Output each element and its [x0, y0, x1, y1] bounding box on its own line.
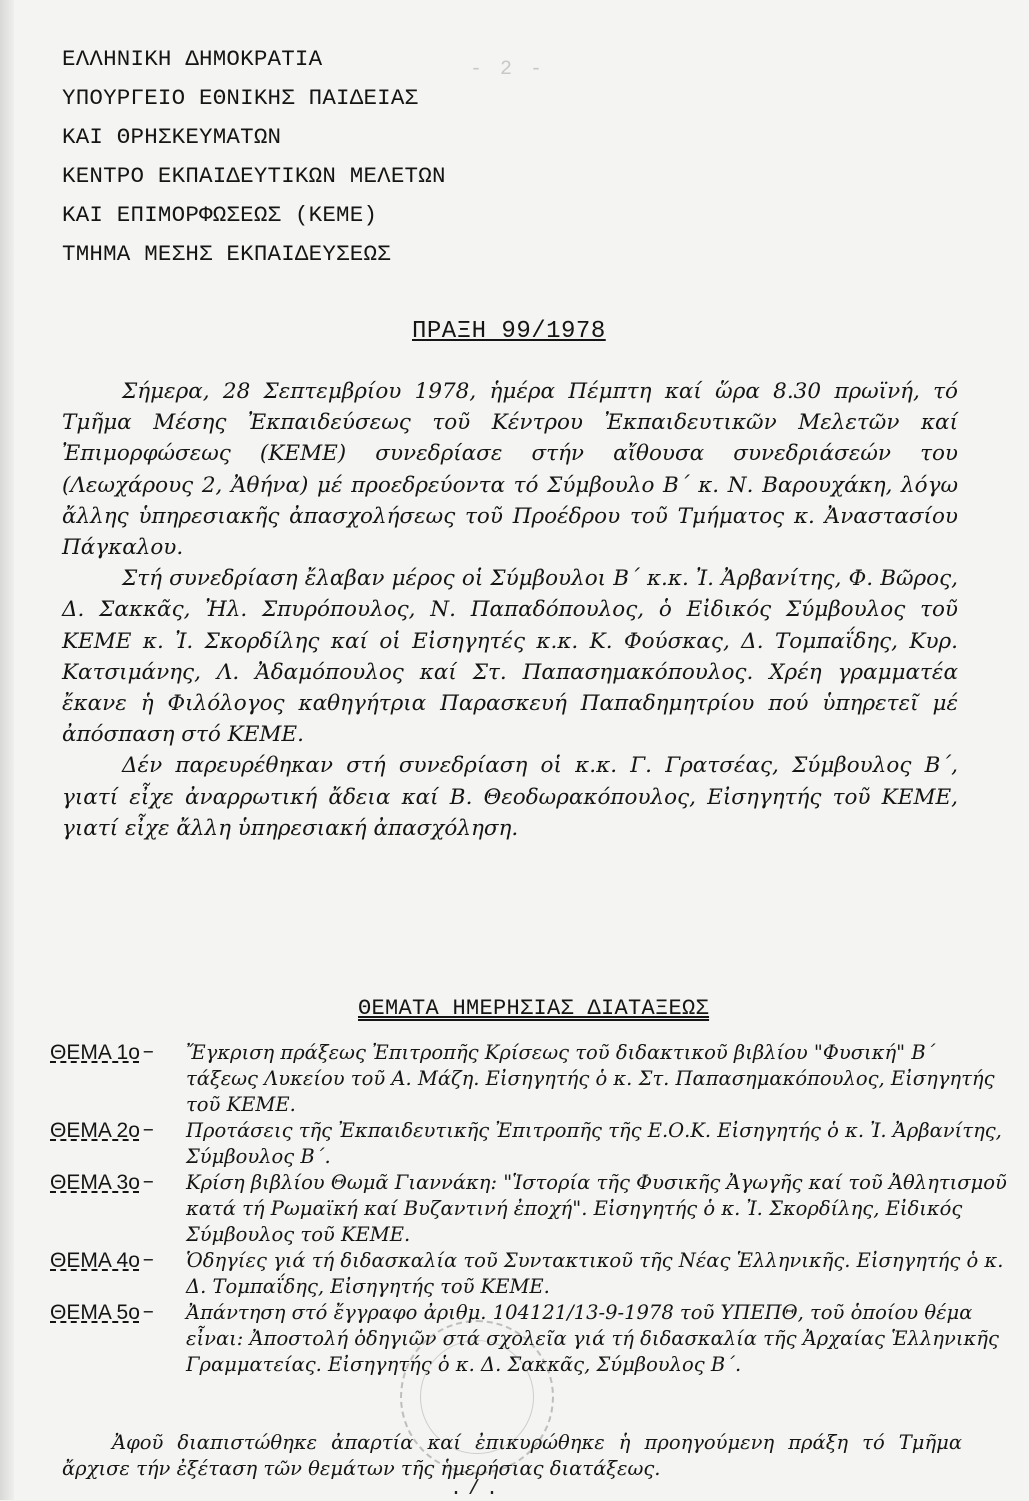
agenda-list: [50, 1040, 1010, 1378]
agenda-item-dash: –: [142, 1171, 155, 1194]
agenda-item-text: Ἔγκριση πράξεως Ἐπιτροπῆς Κρίσεως τοῦ διδακτικοῦ βιβλίου "Φυσική" Β΄ τάξεως Λυκείου τοῦ Α. Μάζη. Εἰσηγητής ὁ κ. Στ. Παπασημακόπουλος, Εἰσηγητής τοῦ ΚΕΜΕ.: [186, 1041, 995, 1116]
letterhead-line: ΚΕΝΤΡΟ ΕΚΠΑΙΔΕΥΤΙΚΩΝ ΜΕΛΕΤΩΝ: [62, 163, 446, 189]
agenda-item-text: Ἀπάντηση στό ἔγγραφο ἀριθμ. 104121/13-9-1978 τοῦ ΥΠΕΠΘ, τοῦ ὁποίου θέμα εἶναι: Ἀποστολή ὁδηγιῶν στά σχολεῖα γιά τή διδασκαλία τῆς Ἀρχαίας Ἑλληνικῆς Γραμματείας. Εἰσηγητής ὁ κ. Δ. Σακκᾶς, Σύμβουλος Β΄.: [186, 1301, 999, 1376]
agenda-item-label: ΘΕΜΑ 2ο: [50, 1119, 140, 1142]
paragraph-absentees: Δέν παρευρέθηκαν στή συνεδρίαση οἱ κ.κ. Γ. Γρατσέας, Σύμβουλος Β΄, γιατί εἶχε ἀναρρωτική ἄδεια καί Β. Θεοδωρακόπουλος, Εἰσηγητής τοῦ ΚΕΜΕ, γιατί εἶχε ἄλλη ὑπηρεσιακή ἀπασχόληση.: [62, 753, 958, 841]
letterhead-line: ΤΜΗΜΑ ΜΕΣΗΣ ΕΚΠΑΙΔΕΥΣΕΩΣ: [62, 241, 391, 267]
paragraph-meeting-opening: Σήμερα, 28 Σεπτεμβρίου 1978, ἡμέρα Πέμπτη καί ὥρα 8.30 πρωϊνή, τό Τμῆμα Μέσης Ἐκπαιδεύσεως τοῦ Κέντρου Ἐκπαιδευτικῶν Μελετῶν καί Ἐπιμορφώσεως (ΚΕΜΕ) συνεδρίασε στήν αἴθουσα συνεδριάσεών του (Λεωχάρους 2, Ἀθήνα) μέ προεδρεύοντα τό Σύμβουλο Β΄ κ. Ν. Βαρουχάκη, λόγω ἄλλης ὑπηρεσιακῆς ἀπασχολήσεως τοῦ Προέδρου τοῦ Τμήματος κ. Ἀναστασίου Πάγκαλου.: [62, 379, 958, 561]
agenda-item: [50, 1248, 1010, 1300]
letterhead-line: ΥΠΟΥΡΓΕΙΟ ΕΘΝΙΚΗΣ ΠΑΙΔΕΙΑΣ: [62, 85, 419, 111]
letterhead-line: ΕΛΛΗΝΙΚΗ ΔΗΜΟΚΡΑΤΙΑ: [62, 46, 323, 72]
agenda-item-label: ΘΕΜΑ 5ο: [50, 1301, 140, 1324]
agenda-item-text: Προτάσεις τῆς Ἐκπαιδευτικῆς Ἐπιτροπῆς τῆς Ε.Ο.Κ. Εἰσηγητής ὁ κ. Ἰ. Ἀρβανίτης, Σύμβουλος Β΄.: [186, 1119, 1002, 1168]
letterhead: [62, 40, 446, 274]
agenda-item-text: Κρίση βιβλίου Θωμᾶ Γιαννάκη: "Ἱστορία τῆς Φυσικῆς Ἀγωγῆς καί τοῦ Ἀθλητισμοῦ κατά τή Ρωμαϊκή καί Βυζαντινή ἐποχή". Εἰσηγητής ὁ κ. Ἰ. Σκορδίλης, Εἰδικός Σύμβουλος τοῦ ΚΕΜΕ.: [186, 1171, 1007, 1246]
agenda-item: [50, 1040, 1010, 1118]
agenda-item-dash: –: [142, 1301, 155, 1324]
bleed-through-page-number: - 2 -: [470, 58, 546, 81]
agenda-item-dash: –: [142, 1041, 155, 1064]
document-title: ΠΡΑΞΗ 99/1978: [412, 318, 606, 345]
paragraph-attendees: Στή συνεδρίαση ἔλαβαν μέρος οἱ Σύμβουλοι Β΄ κ.κ. Ἰ. Ἀρβανίτης, Φ. Βῶρος, Δ. Σακκᾶς, Ἠλ. Σπυρόπουλος, Ν. Παπαδόπουλος, ὁ Εἰδικός Σύμβουλος τοῦ ΚΕΜΕ κ. Ἰ. Σκορδίλης καί οἱ Εἰσηγητές κ.κ. Κ. Φούσκας, Δ. Τομπαΐδης, Κυρ. Κατσιμάνης, Λ. Ἀδαμόπουλος καί Στ. Παπασημακόπουλος. Χρέη γραμματέα ἔκανε ἡ Φιλόλογος καθηγήτρια Παρασκευή Παπαδημητρίου πού ὑπηρετεῖ μέ ἀπόσπαση στό ΚΕΜΕ.: [62, 566, 958, 748]
agenda-item-label: ΘΕΜΑ 1ο: [50, 1041, 140, 1064]
agenda-item-text: Ὁδηγίες γιά τή διδασκαλία τοῦ Συντακτικοῦ τῆς Νέας Ἑλληνικῆς. Εἰσηγητής ὁ κ. Δ. Τομπαΐδης, Εἰσηγητής τοῦ ΚΕΜΕ.: [186, 1249, 1004, 1298]
agenda-item-dash: –: [142, 1249, 155, 1272]
binding-edge: [0, 0, 14, 1500]
agenda-item: [50, 1170, 1010, 1248]
agenda-item-label: ΘΕΜΑ 3ο: [50, 1171, 140, 1194]
agenda-item: [50, 1118, 1010, 1170]
letterhead-line: ΚΑΙ ΕΠΙΜΟΡΦΩΣΕΩΣ (ΚΕΜΕ): [62, 202, 378, 228]
minutes-body: [62, 376, 958, 844]
closing-paragraph: Ἀφοῦ διαπιστώθηκε ἀπαρτία καί ἐπικυρώθηκε ἡ προηγούμενη πράξη τό Τμῆμα ἄρχισε τήν ἐξέταση τῶν θεμάτων τῆς ἡμερήσιας διατάξεως.: [62, 1431, 962, 1480]
agenda-item-label: ΘΕΜΑ 4ο: [50, 1249, 140, 1272]
continuation-mark: ./.: [450, 1478, 505, 1501]
agenda-title: ΘΕΜΑΤΑ ΗΜΕΡΗΣΙΑΣ ΔΙΑΤΑΞΕΩΣ: [358, 996, 710, 1021]
letterhead-line: ΚΑΙ ΘΡΗΣΚΕΥΜΑΤΩΝ: [62, 124, 282, 150]
agenda-item-dash: –: [142, 1119, 155, 1142]
